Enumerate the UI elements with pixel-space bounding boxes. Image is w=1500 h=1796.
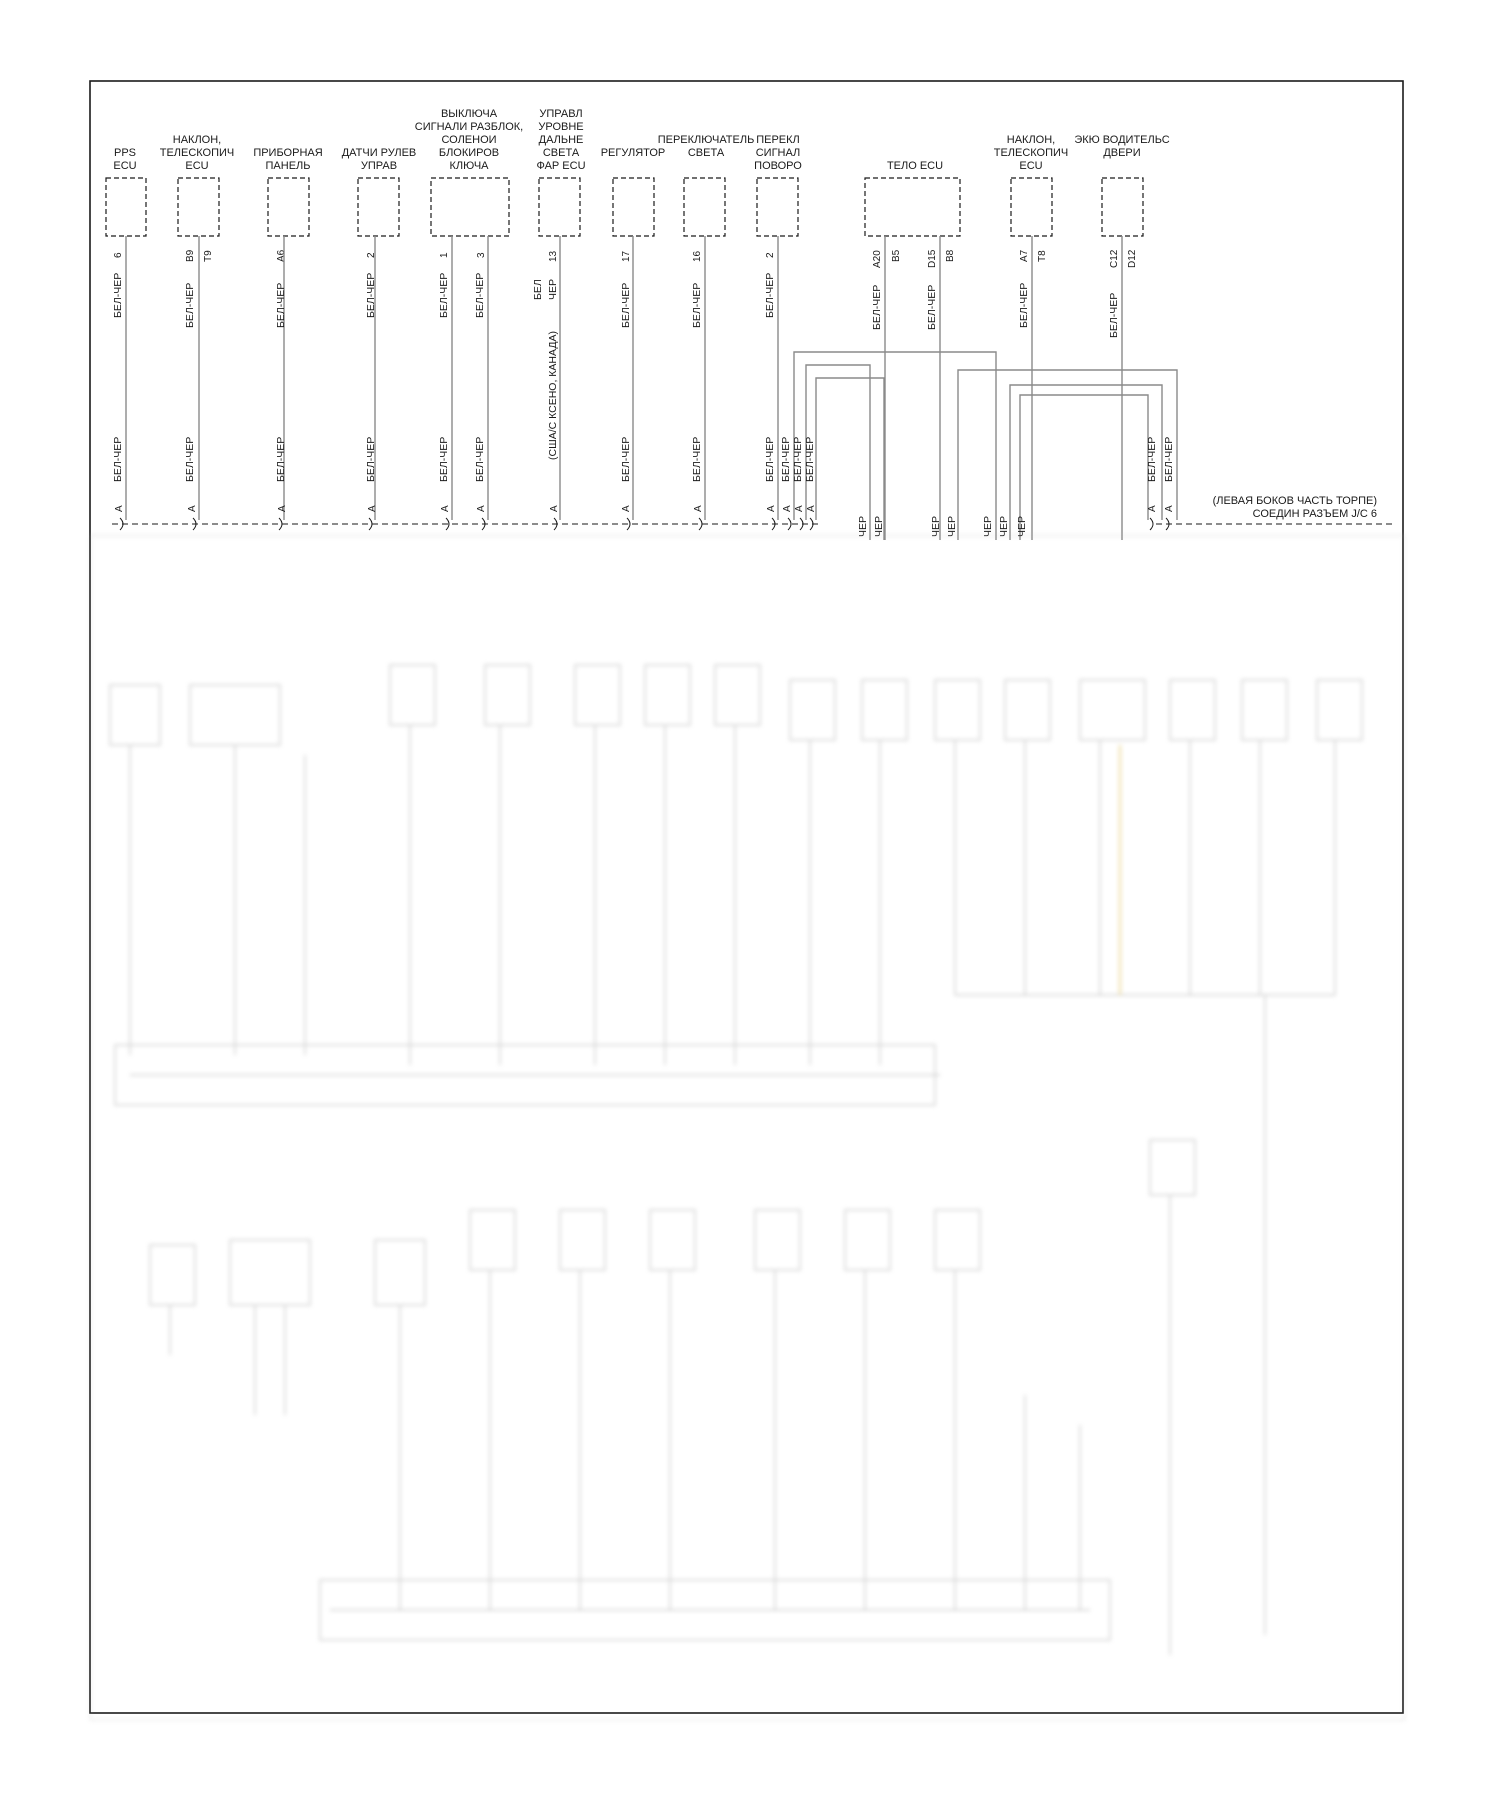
connector-a-label: A: [766, 505, 777, 512]
pps-ecu-title: PPS ECU: [113, 147, 137, 172]
connector-labels: [114, 505, 1175, 512]
wire-label: БЕЛ-ЧЕР: [474, 436, 486, 482]
pin-label: A20: [872, 250, 883, 268]
pin-label: B9: [185, 249, 196, 262]
wire-label: БЕЛ-ЧЕР: [1163, 436, 1175, 482]
pin-label: 6: [113, 252, 124, 258]
wire-labels-upper: [112, 273, 1120, 338]
tilt-ecu-1-title: НАКЛОН, ТЕЛЕСКОПИЧ ECU: [159, 134, 235, 172]
wire-label: БЕЛ-ЧЕР: [365, 272, 377, 318]
wire-label: БЕЛ-ЧЕР: [438, 436, 450, 482]
key-switch-title: ВЫКЛЮЧА СИГНАЛИ РАЗБЛОК, СОЛЕНОИ БЛОКИРОВ КЛЮЧА: [414, 108, 524, 172]
light-switch-title: ПЕРЕКЛЮЧАТЕЛЬ СВЕТА: [657, 134, 755, 159]
wire-label: БЕЛ-ЧЕР: [365, 436, 377, 482]
connector-a-label: A: [187, 505, 198, 512]
key-switch-box: [431, 178, 509, 236]
wire-label: БЕЛ: [532, 279, 544, 300]
wire-label: БЕЛ-ЧЕР: [1108, 292, 1120, 338]
wire-label: БЕЛ-ЧЕР: [275, 282, 287, 328]
wire-label: БЕЛ-ЧЕР: [112, 272, 124, 318]
wire-label: БЕЛ-ЧЕР: [871, 284, 883, 330]
driver-door-ecu-title: ЭКЮ ВОДИТЕЛЬС ДВЕРИ: [1074, 134, 1170, 159]
pin-label: 1: [439, 252, 450, 258]
pin-label: B8: [945, 249, 956, 262]
wire-label: ЧЕР: [982, 515, 994, 537]
wire-label: ЧЕР: [930, 515, 942, 537]
connector-a-label: A: [693, 505, 704, 512]
wire-label: БЕЛ-ЧЕР: [691, 282, 703, 328]
pin-label: 2: [366, 252, 377, 258]
wire-label: БЕЛ-ЧЕР: [780, 436, 792, 482]
wire-label: БЕЛ-ЧЕР: [764, 436, 776, 482]
connector-a-label: A: [782, 505, 793, 512]
driver-door-ecu-box: [1102, 178, 1143, 236]
tilt-ecu-2-title: НАКЛОН, ТЕЛЕСКОПИЧ ECU: [993, 134, 1069, 172]
tilt-ecu-2-box: [1011, 178, 1052, 236]
wire-label: БЕЛ-ЧЕР: [1018, 282, 1030, 328]
wire-label: БЕЛ-ЧЕР: [804, 436, 816, 482]
pin-label: B5: [891, 249, 902, 262]
regulator-box: [613, 178, 654, 236]
wire-label: БЕЛ-ЧЕР: [691, 436, 703, 482]
wire-label: БЕЛ-ЧЕР: [474, 272, 486, 318]
light-switch-box: [684, 178, 725, 236]
pps-ecu-box: [106, 178, 146, 236]
body-ecu-box: [865, 178, 960, 236]
wire-label: БЕЛ-ЧЕР: [184, 436, 196, 482]
connector-a-label: A: [277, 505, 288, 512]
wire-label: БЕЛ-ЧЕР: [926, 284, 938, 330]
wire-label: ЧЕР: [547, 278, 559, 300]
wire-label: БЕЛ-ЧЕР: [275, 436, 287, 482]
wire-label: БЕЛ-ЧЕР: [112, 436, 124, 482]
pin-label: 2: [765, 252, 776, 258]
connector-a-label: A: [476, 505, 487, 512]
wire-label: ЧЕР: [857, 515, 869, 537]
pin-label: A6: [276, 249, 287, 262]
pin-label: 13: [548, 250, 559, 262]
body-ecu-title: ТЕЛО ECU: [886, 160, 944, 172]
wire-label: (США/С КСЕНО, КАНАДА): [547, 331, 559, 460]
blurred-lower-diagram: [90, 535, 1405, 1720]
pin-labels: [113, 249, 1138, 268]
pin-label: 17: [621, 250, 632, 262]
headlight-level-ecu-box: [539, 178, 580, 236]
wire-label: БЕЛ-ЧЕР: [438, 272, 450, 318]
pin-label: C12: [1109, 249, 1120, 268]
connector-a-label: A: [806, 505, 817, 512]
wire-label: ЧЕР: [946, 515, 958, 537]
steering-sensor-title: ДАТЧИ РУЛЕВ УПРАВ: [341, 147, 417, 172]
connector-a-label: A: [621, 505, 632, 512]
pin-label: A7: [1019, 249, 1030, 262]
connector-a-label: A: [549, 505, 560, 512]
steering-sensor-box: [358, 178, 399, 236]
pin-label: T9: [203, 250, 214, 262]
tilt-ecu-1-box: [178, 178, 219, 236]
connector-a-label: A: [1147, 505, 1158, 512]
wire-label: БЕЛ-ЧЕР: [184, 282, 196, 328]
regulator-title: РЕГУЛЯТОР: [600, 147, 666, 159]
wire-label: БЕЛ-ЧЕР: [764, 272, 776, 318]
stub-wire-labels: [857, 516, 1028, 537]
connector-a-label: A: [367, 505, 378, 512]
wire-label: ЧЕР: [873, 515, 885, 537]
turn-switch-box: [757, 178, 798, 236]
headlight-level-ecu-title: УПРАВЛ УРОВНЕ ДАЛЬНЕ СВЕТА ФАР ECU: [536, 108, 586, 172]
wires: [126, 236, 1177, 540]
wire-label: БЕЛ-ЧЕР: [620, 282, 632, 328]
wire-label: БЕЛ-ЧЕР: [620, 436, 632, 482]
connector-a-label: A: [794, 505, 805, 512]
wire-label: БЕЛ-ЧЕР: [792, 436, 804, 482]
pin-label: 3: [476, 252, 487, 258]
wire-labels-lower: [112, 331, 1175, 482]
pin-label: 16: [692, 250, 703, 262]
component-boxes: [106, 178, 1143, 236]
turn-switch-title: ПЕРЕКЛ СИГНАЛ ПОВОРО: [754, 134, 802, 172]
connector-a-label: A: [114, 505, 125, 512]
component-titles: [113, 108, 1169, 172]
instrument-panel-title: ПРИБОРНАЯ ПАНЕЛЬ: [253, 147, 323, 172]
wire-label: ЧЕР: [1016, 515, 1028, 537]
wire-label: ЧЕР: [998, 515, 1010, 537]
junction-note: (ЛЕВАЯ БОКОВ ЧАСТЬ ТОРПЕ) СОЕДИН РАЗЪЕМ J/C 6: [1212, 495, 1377, 520]
pin-label: T8: [1037, 250, 1048, 262]
instrument-panel-box: [268, 178, 309, 236]
pin-label: D15: [927, 249, 938, 268]
connector-a-label: A: [440, 505, 451, 512]
wire-label: БЕЛ-ЧЕР: [1146, 436, 1158, 482]
pin-label: D12: [1127, 249, 1138, 268]
connector-a-label: A: [1164, 505, 1175, 512]
